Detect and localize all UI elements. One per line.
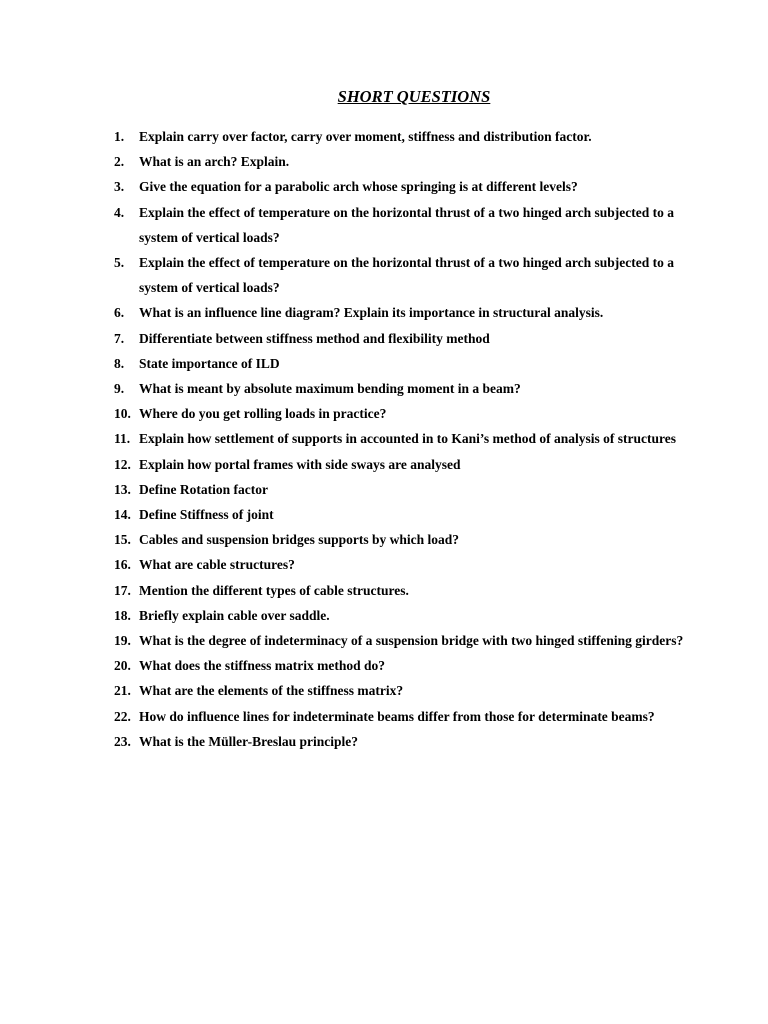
question-number: 3. (114, 179, 125, 195)
question-text: Explain carry over factor, carry over moment, stiffness and distribution factor. (139, 129, 592, 144)
page-title: SHORT QUESTIONS (337, 87, 491, 106)
question-number: 17. (114, 582, 131, 598)
question-item (114, 628, 714, 653)
question-item (114, 578, 714, 603)
question-number: 13. (114, 481, 131, 497)
question-number: 20. (114, 658, 131, 674)
question-number: 8. (114, 355, 125, 371)
question-item (114, 300, 714, 325)
question-text: Explain the effect of temperature on the horizontal thrust of a two hinged arch subjected to a system of vertical loads? (139, 204, 674, 245)
question-list (114, 124, 714, 754)
question-text: What is the Müller-Breslau principle? (139, 733, 358, 749)
question-item (114, 477, 714, 502)
question-item (114, 351, 714, 376)
question-text: Briefly explain cable over saddle. (139, 607, 330, 623)
question-item (114, 426, 714, 451)
question-item (114, 326, 714, 351)
question-number: 9. (114, 381, 125, 397)
question-text: What is an arch? Explain. (139, 154, 290, 170)
question-number: 14. (114, 507, 131, 523)
question-number: 6. (114, 305, 125, 321)
question-number: 16. (114, 557, 131, 573)
question-text: Differentiate between stiffness method and flexibility method (139, 330, 490, 346)
question-item (114, 552, 714, 577)
question-text: Give the equation for a parabolic arch whose springing is at different levels? (139, 179, 578, 195)
question-number: 12. (114, 456, 131, 472)
question-text: Where do you get rolling loads in practice? (139, 406, 387, 422)
question-number: 7. (114, 330, 125, 346)
question-number: 18. (114, 607, 131, 623)
question-item (114, 452, 714, 477)
question-text: How do influence lines for indeterminate beams differ from those for determinate beams? (139, 708, 655, 724)
question-number: 23. (114, 733, 131, 749)
question-number: 10. (114, 406, 131, 422)
question-number: 19. (114, 633, 131, 649)
question-item (114, 678, 714, 703)
question-item (114, 376, 714, 401)
question-text: What does the stiffness matrix method do? (139, 658, 385, 674)
question-text: Mention the different types of cable structures. (139, 582, 409, 598)
question-item (114, 124, 714, 149)
question-item (114, 149, 714, 174)
question-text: What are the elements of the stiffness matrix? (139, 683, 404, 699)
question-item (114, 729, 714, 754)
question-item (114, 603, 714, 628)
question-number: 11. (114, 431, 131, 447)
question-number: 22. (114, 708, 131, 724)
question-number: 1. (114, 129, 125, 144)
question-number: 15. (114, 532, 131, 548)
question-item (114, 200, 714, 250)
question-number: 4. (114, 204, 125, 220)
question-item (114, 401, 714, 426)
question-text: What is an influence line diagram? Explain its importance in structural analysis. (139, 305, 604, 321)
question-text: What is meant by absolute maximum bending moment in a beam? (139, 381, 521, 397)
question-text: Explain how portal frames with side sways are analysed (139, 456, 461, 472)
question-text: Explain the effect of temperature on the horizontal thrust of a two hinged arch subjected to a system of vertical loads? (139, 255, 674, 296)
question-text: Define Stiffness of joint (139, 507, 274, 523)
question-item (114, 527, 714, 552)
question-text: Cables and suspension bridges supports by which load? (139, 532, 459, 548)
question-item (114, 653, 714, 678)
question-text: Define Rotation factor (139, 481, 268, 497)
question-number: 21. (114, 683, 131, 699)
question-item (114, 502, 714, 527)
question-item (114, 704, 714, 729)
question-item (114, 250, 714, 300)
question-text: State importance of ILD (139, 355, 280, 371)
question-text: What is the degree of indeterminacy of a suspension bridge with two hinged stiffening girders? (139, 633, 684, 649)
question-text: Explain how settlement of supports in accounted in to Kani’s method of analysis of structures (139, 431, 677, 447)
question-number: 2. (114, 154, 125, 170)
question-number: 5. (114, 255, 125, 271)
question-text: What are cable structures? (139, 557, 295, 573)
question-item (114, 174, 714, 199)
